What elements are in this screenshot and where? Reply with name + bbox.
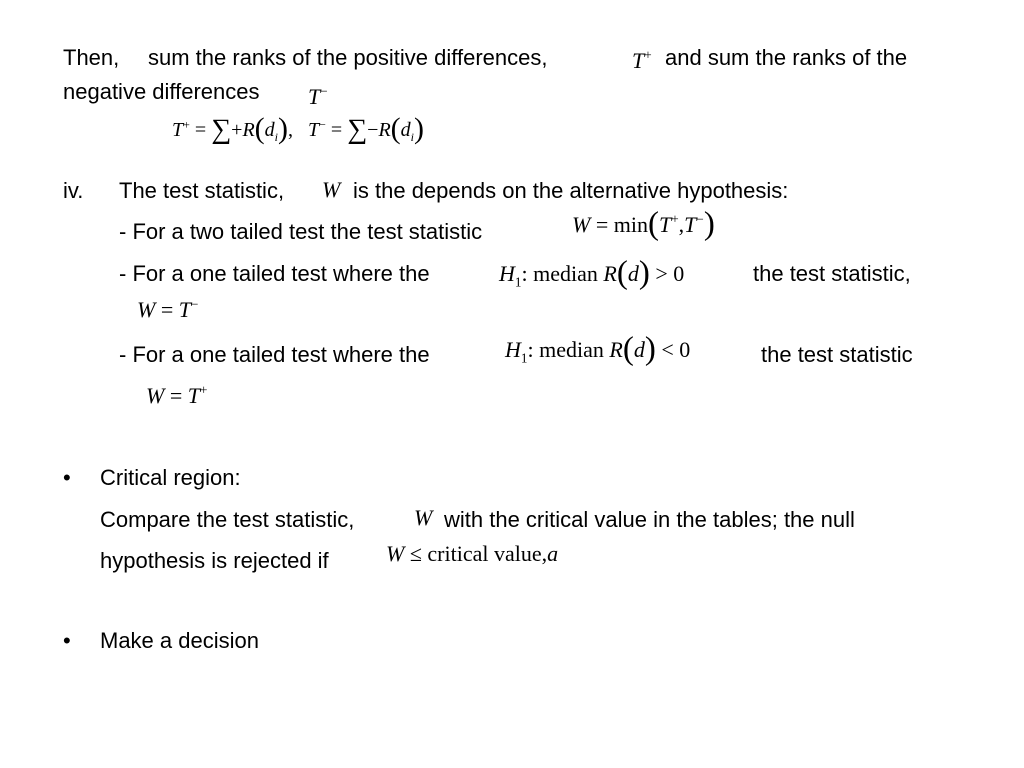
critical-text-line2: hypothesis is rejected if	[100, 548, 329, 573]
median-label-neg: median	[539, 337, 604, 362]
w-equals-t-plus: W = T+	[146, 382, 208, 408]
h1-less-formula: $H_1$: median R(d) < 0	[505, 331, 691, 367]
critical-text-b: with the critical value in the tables; the null	[444, 507, 855, 532]
median-label-pos: median	[533, 261, 598, 286]
h1-greater-formula: $H_1$: median R(d) > 0	[499, 255, 685, 291]
one-tailed-neg-text-b: the test statistic	[761, 342, 913, 367]
rank-sum-formula: $T^+ = \sum+R(d_i)$, $T^- = \sum-R(d_i)$	[172, 112, 424, 145]
critical-text-a: Compare the test statistic,	[100, 507, 355, 532]
w-symbol-critical: W	[414, 505, 433, 530]
intro-sum-positive-text: sum the ranks of the positive differences,	[148, 45, 548, 70]
item-iv-number: iv.	[63, 178, 84, 203]
critical-value-label: critical value,	[427, 541, 548, 566]
critical-heading: Critical region:	[100, 465, 241, 490]
item-iv-text-a: The test statistic,	[119, 178, 285, 203]
min-label: min	[613, 212, 648, 237]
t-plus-symbol: T+	[632, 47, 652, 73]
intro-then: Then,	[63, 45, 120, 70]
two-tailed-text: - For a two tailed test the test statistic	[119, 219, 483, 244]
intro-sum-negative-text: and sum the ranks of the	[665, 45, 908, 70]
w-equals-t-minus: W = T−	[137, 296, 199, 322]
one-tailed-pos-text-b: the test statistic,	[753, 261, 911, 286]
w-symbol: W	[322, 177, 341, 202]
decision-bullet: •	[63, 628, 71, 653]
t-minus-symbol: T−	[308, 83, 328, 109]
one-tailed-neg-text: - For a one tailed test where the	[119, 342, 430, 367]
one-tailed-pos-text: - For a one tailed test where the	[119, 261, 430, 286]
intro-negative-differences: negative differences	[63, 79, 260, 104]
rejection-condition-formula: W ≤ critical value,a	[386, 541, 559, 566]
decision-text: Make a decision	[100, 628, 259, 653]
two-tailed-formula: W = min(T+,T−)	[572, 206, 715, 242]
critical-bullet: •	[63, 465, 71, 490]
item-iv-text-b: is the depends on the alternative hypothesis:	[353, 178, 789, 203]
